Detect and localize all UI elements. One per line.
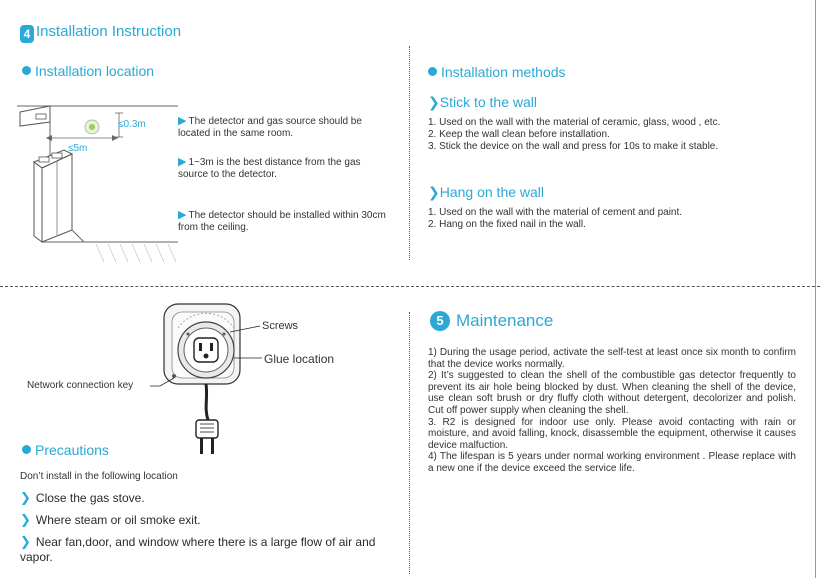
hang-line-1: 1. Used on the wall with the material of cement and paint. xyxy=(428,207,683,218)
horizontal-divider xyxy=(0,286,820,287)
section-number-badge: 5 xyxy=(430,311,450,331)
bullet-dot-icon xyxy=(22,66,31,75)
hang-line-2: 2. Hang on the fixed nail in the wall. xyxy=(428,219,586,230)
network-key-label: Network connection key xyxy=(27,380,134,391)
bullet-dot-icon xyxy=(428,67,437,76)
bullet-dot-icon xyxy=(22,445,31,454)
chevron-right-icon: ❯ xyxy=(20,534,31,549)
chevron-right-icon: ❯ xyxy=(20,490,31,505)
precautions-heading: Precautions xyxy=(22,442,109,458)
chevron-right-icon: ❯ xyxy=(428,184,440,200)
stick-line-3: 3. Stick the device on the wall and press for 10s to make it stable. xyxy=(428,141,719,152)
page-right-border xyxy=(815,0,816,578)
vertical-divider-top xyxy=(409,46,410,260)
room-diagram xyxy=(12,92,187,268)
note-same-room: ▶ The detector and gas source should be located in the same room. xyxy=(178,115,362,139)
chevron-right-icon: ❯ xyxy=(428,94,440,110)
vertical-divider-bottom xyxy=(409,312,410,574)
section-title-installation: 4 Installation Instruction xyxy=(20,23,181,43)
triangle-right-icon: ▶ xyxy=(178,209,187,221)
stick-to-wall-title: ❯Stick to the wall xyxy=(428,94,537,110)
section-number-badge: 4 xyxy=(20,25,34,43)
ceiling-distance-label: ≤0.3m xyxy=(118,119,146,130)
note-best-distance: ▶ 1~3m is the best distance from the gas source to the detector. xyxy=(178,156,361,180)
hang-on-wall-title: ❯Hang on the wall xyxy=(428,184,545,200)
precaution-item-gas-stove: ❯ Close the gas stove. xyxy=(20,490,145,505)
maintenance-text: 1) During the usage period, activate the self-test at least once six month to confirm that the device works normally. 2) It’s suggested to clean the shell of the combustible gas detector frequently to prevent its air hole being blocked by dust. When cleaning the shell of the device, use clean soft brush or dry fluffy cloth without detergent, decolorizer and polish. Cut off power supply when cleaning the shell. 3. R2 is designed for indoor use only. Please avoid contacting with rain or moisture, and avoid falling, knock, disassemble the equipment, otherwise it causes device malfuction. 4) The lifespan is 5 years under normal working environment . Please replace with a new one if the device exceed the service life. xyxy=(428,347,796,474)
triangle-right-icon: ▶ xyxy=(178,156,187,168)
stick-line-1: 1. Used on the wall with the material of ceramic, glass, wood , etc. xyxy=(428,117,721,128)
installation-location-heading: Installation location xyxy=(22,63,154,79)
device-illustration xyxy=(150,298,350,478)
chevron-right-icon: ❯ xyxy=(20,512,31,527)
horizontal-distance-label: ≤5m xyxy=(68,143,88,154)
precautions-intro: Don’t install in the following location xyxy=(20,471,178,482)
note-ceiling-height: ▶ The detector should be installed within 30cm from the ceiling. xyxy=(178,209,386,233)
installation-methods-heading: Installation methods xyxy=(428,64,566,80)
stick-line-2: 2. Keep the wall clean before installation. xyxy=(428,129,610,140)
precaution-item-airflow: ❯ Near fan,door, and window where there is a large flow of air and vapor. xyxy=(20,534,376,564)
screws-label: Screws xyxy=(262,320,299,332)
precaution-item-steam: ❯ Where steam or oil smoke exit. xyxy=(20,512,201,527)
glue-location-label: Glue location xyxy=(264,352,335,366)
maintenance-title: 5 Maintenance xyxy=(430,311,553,331)
triangle-right-icon: ▶ xyxy=(178,115,187,127)
